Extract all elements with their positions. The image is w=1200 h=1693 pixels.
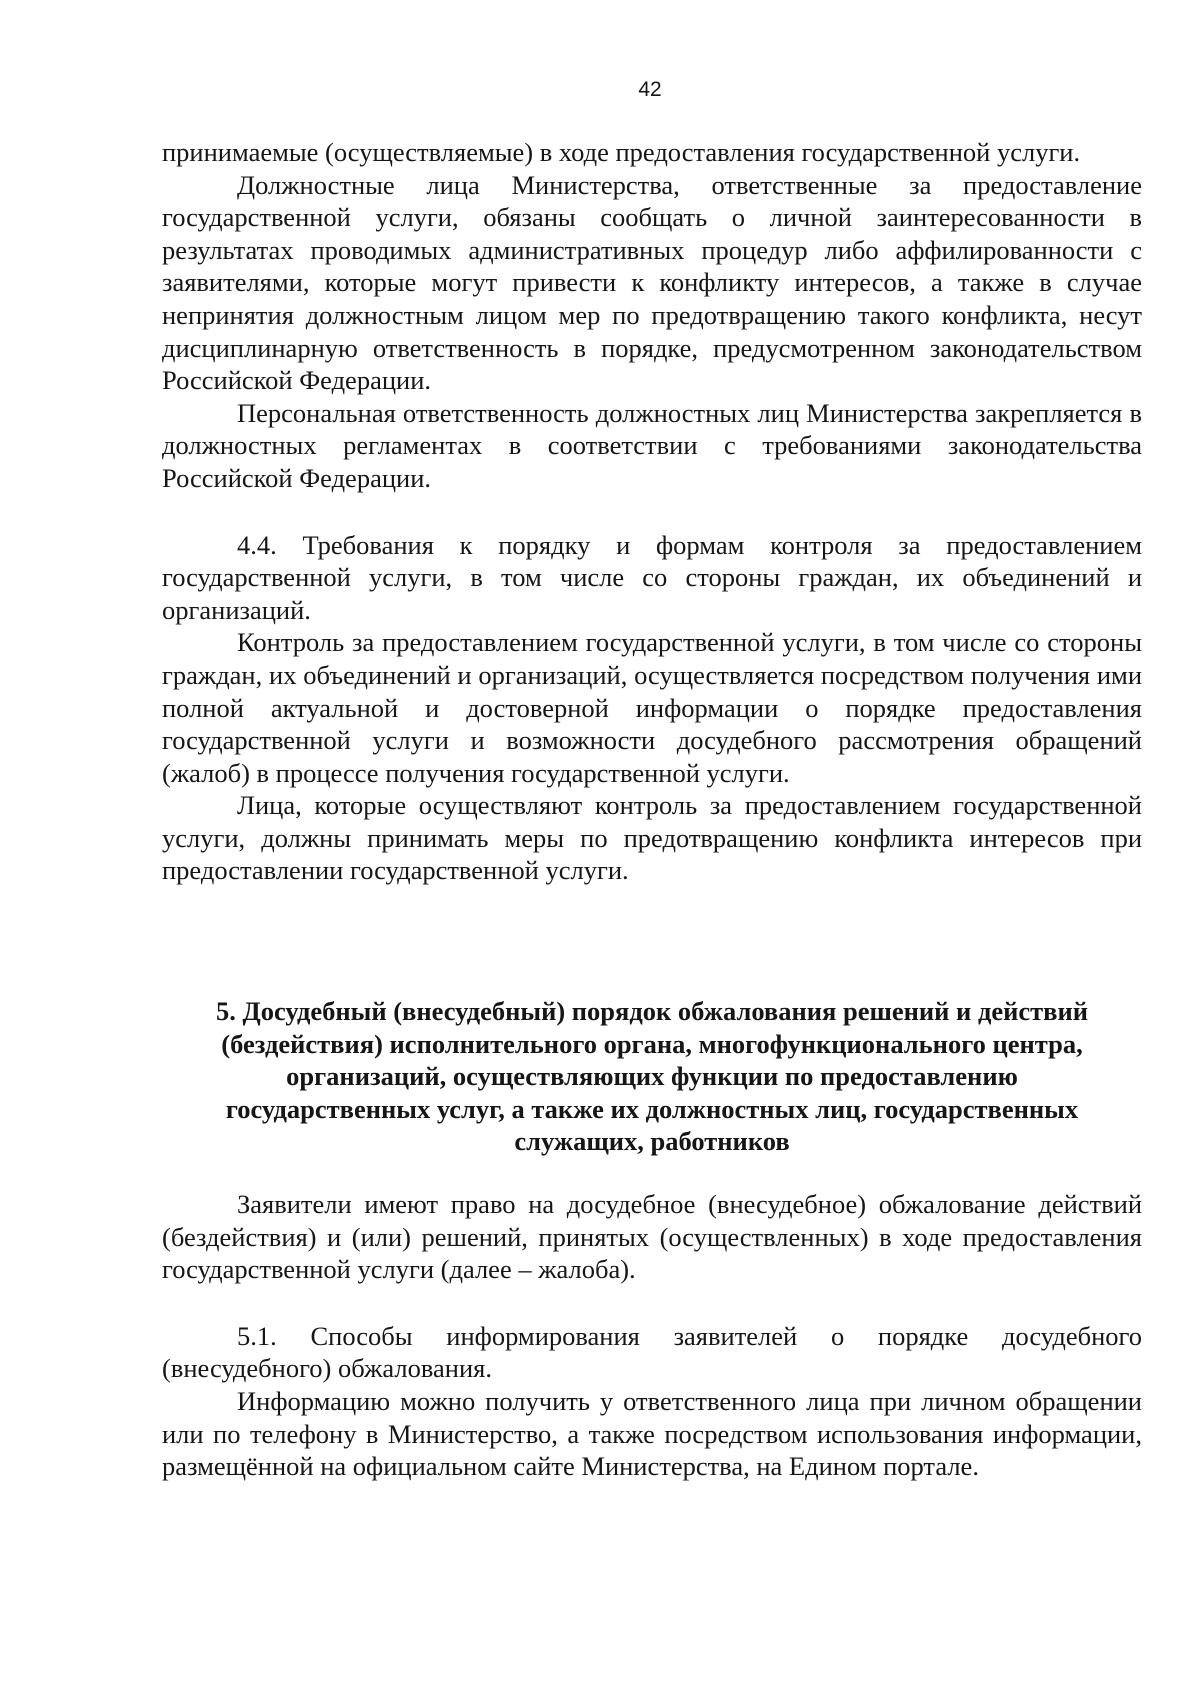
paragraph-control: Контроль за предоставлением государственной услуги, в том числе со стороны граждан, их объединений и организаций, осуществляется посредством получения ими полной актуальной и достоверной информации о порядке предоставления государственной услуги и возможности досудебного рассмотрения обращений (жалоб) в процессе получения государственной услуги.: [162, 627, 1142, 788]
section-5-heading-line: государственных услуг, а также их должностных лиц, государственных: [225, 1093, 1079, 1124]
spacer: [162, 1158, 1142, 1188]
document-body: [162, 136, 1142, 1483]
paragraph-continuation: принимаемые (осуществляемые) в ходе предоставления государственной услуги.: [162, 137, 1081, 167]
paragraph-appeal-right: Заявители имеют право на досудебное (внесудебное) обжалование действий (бездействия) и (или) решений, принятых (осуществленных) в ходе предоставления государственной услуги (далее – жалоба).: [162, 1189, 1142, 1285]
section-5-heading-line: 5. Досудебный (внесудебный) порядок обжалования решений и действий: [215, 996, 1089, 1027]
section-5-heading-line: служащих, работников: [514, 1126, 790, 1157]
paragraph-officials-duty: Должностные лица Министерства, ответственные за предоставление государственной услуги, обязаны сообщать о личной заинтересованности в результатах проводимых административных процедур либо аффилированности с заявителями, которые могут привести к конфликту интересов, а также в случае непринятия должностным лицом мер по предотвращению такого конфликта, несут дисциплинарную ответственность в порядке, предусмотренном законодательством Российской Федерации.: [162, 169, 1142, 396]
paragraph-control-persons: Лица, которые осуществляют контроль за предоставлением государственной услуги, должны принимать меры по предотвращению конфликта интересов при предоставлении государственной услуги.: [162, 790, 1142, 886]
spacer: [162, 887, 1142, 995]
paragraph-section-5-1: 5.1. Способы информирования заявителей о порядке досудебного (внесудебного) обжалования.: [162, 1320, 1142, 1384]
spacer: [162, 1286, 1142, 1320]
paragraph-personal-responsibility: Персональная ответственность должностных лиц Министерства закрепляется в должностных регламентах в соответствии с требованиями законодательства Российской Федерации.: [162, 397, 1142, 493]
paragraph-information-sources: Информацию можно получить у ответственного лица при личном обращении или по телефону в Министерство, а также посредством использования информации, размещённой на официальном сайте Министерства, на Едином портале.: [162, 1386, 1142, 1482]
section-5-heading-line: организаций, осуществляющих функции по предоставлению: [286, 1061, 1018, 1092]
spacer: [162, 495, 1142, 529]
paragraph-section-4-4: 4.4. Требования к порядку и формам контроля за предоставлением государственной услуги, в том числе со стороны граждан, их объединений и организаций.: [162, 529, 1142, 625]
section-5-heading-line: (бездействия) исполнительного органа, многофункционального центра,: [221, 1028, 1083, 1059]
page-number: 42: [638, 78, 662, 101]
